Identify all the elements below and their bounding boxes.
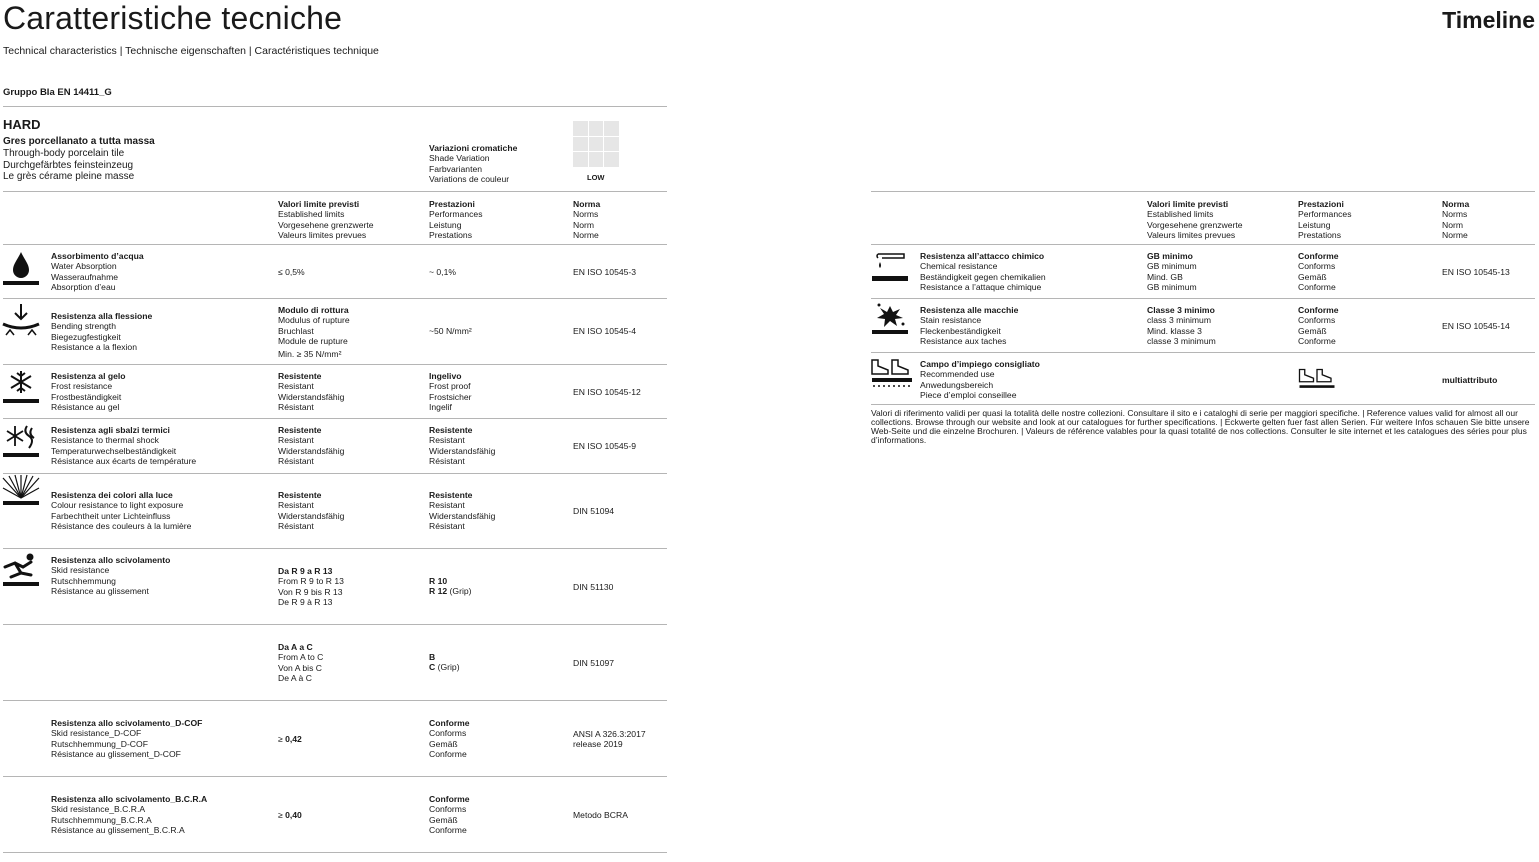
limit-value: Classe 3 minimo class 3 minimum Mind. klasse 3 classe 3 minimum <box>1147 305 1216 346</box>
shade-de: Farbvarianten <box>429 163 483 174</box>
norm-value: multiattributo <box>1442 375 1498 385</box>
shade-swatch-grid <box>573 121 619 167</box>
divider <box>871 191 1535 192</box>
norm-value: ANSI A 326.3:2017 release 2019 <box>573 729 646 750</box>
col-norm-en: Norms <box>573 209 599 220</box>
product-name: HARD <box>3 117 41 132</box>
col-perf-en: Performances <box>1298 209 1352 220</box>
page-title: Caratteristiche tecniche <box>3 0 343 36</box>
col-perf-it: Prestazioni <box>429 199 475 209</box>
light-rays-icon <box>1 474 41 510</box>
performance-value: Conforme Conforms Gemäß Conforme <box>429 718 470 759</box>
col-limits-it: Valori limite previsti <box>1147 199 1229 209</box>
norm-value: DIN 51097 <box>573 658 615 668</box>
divider <box>3 244 667 245</box>
product-description <box>3 136 155 183</box>
shoes-icon <box>1297 366 1337 402</box>
norm-value: EN ISO 10545-14 <box>1442 321 1510 331</box>
performance-value: Conforme Conforms Gemäß Conforme <box>429 794 470 835</box>
limit-value: Da A a C From A to C Von A bis C De A à C <box>278 642 324 683</box>
divider <box>3 106 667 107</box>
norm-value: DIN 51094 <box>573 506 615 516</box>
col-limits-fr: Valeurs limites prevues <box>1147 229 1236 240</box>
col-norm-en: Norms <box>1442 209 1468 220</box>
property-label: Resistenza allo scivolamento_D-COF Skid resistance_D-COF Rutschhemmung_D-COF Résistance au glissement_D-COF <box>51 718 203 759</box>
divider <box>3 852 667 853</box>
property-label: Resistenza alle macchie Stain resistance Fleckenbeständigkeit Resistance aux taches <box>920 305 1019 346</box>
col-norm-de: Norm <box>573 219 595 230</box>
divider <box>3 548 667 549</box>
col-perf-fr: Prestations <box>1298 229 1341 240</box>
shade-en: Shade Variation <box>429 153 490 164</box>
property-label: Resistenza agli sbalzi termici Resistance to thermal shock Temperaturwechselbeständigkeit Résistance aux écarts de température <box>51 425 197 466</box>
limit-value: Da R 9 a R 13 From R 9 to R 13 Von R 9 bis R 13 De R 9 à R 13 <box>278 566 344 607</box>
col-header-performance-right <box>1298 199 1352 240</box>
limit-value: GB minimo GB minimum Mind. GB GB minimum <box>1147 251 1197 292</box>
limit-value: ≥ 0,42 <box>278 734 302 744</box>
norm-value: EN ISO 10545-13 <box>1442 267 1510 277</box>
col-header-limits <box>278 199 374 240</box>
property-label: Resistenza alla flessione Bending strength Biegezugfestigkeit Resistance a la flexion <box>51 311 153 352</box>
shade-level: LOW <box>587 173 605 182</box>
performance-value: Resistente Resistant Widerstandsfähig Résistant <box>429 490 496 531</box>
col-limits-en: Established limits <box>1147 209 1214 220</box>
snowflake-icon <box>1 368 41 404</box>
col-header-norm <box>573 199 600 240</box>
divider <box>871 404 1535 405</box>
chemical-icon <box>870 248 910 284</box>
shade-fr: Variations de couleur <box>429 173 510 184</box>
divider <box>871 352 1535 353</box>
divider <box>3 191 667 192</box>
divider <box>3 776 667 777</box>
performance-value: ~ 0,1% <box>429 267 456 277</box>
col-limits-de: Vorgesehene grenzwerte <box>1147 219 1243 230</box>
limit-value: Resistente Resistant Widerstandsfähig Résistant <box>278 371 345 412</box>
col-limits-de: Vorgesehene grenzwerte <box>278 219 374 230</box>
limit-value: ≤ 0,5% <box>278 267 305 277</box>
col-perf-it: Prestazioni <box>1298 199 1344 209</box>
norm-value: EN ISO 10545-9 <box>573 441 637 451</box>
norm-value: DIN 51130 <box>573 582 614 592</box>
col-limits-en: Established limits <box>278 209 345 220</box>
norm-value: Metodo BCRA <box>573 810 628 820</box>
product-group: Gruppo BIa EN 14411_G <box>3 87 112 98</box>
shade-variation-label <box>429 143 517 184</box>
limit-value: Resistente Resistant Widerstandsfähig Résistant <box>278 425 345 466</box>
divider <box>3 418 667 419</box>
norm-value: EN ISO 10545-4 <box>573 326 637 336</box>
col-header-norm-right <box>1442 199 1469 240</box>
property-label: Resistenza al gelo Frost resistance Frostbeständigkeit Résistance au gel <box>51 371 126 412</box>
col-norm-it: Norma <box>573 199 601 209</box>
performance-value: Resistente Resistant Widerstandsfähig Résistant <box>429 425 496 466</box>
performance-value: B C (Grip) <box>429 652 460 673</box>
divider <box>3 473 667 474</box>
performance-value: Ingelivo Frost proof Frostsicher Ingelif <box>429 371 472 412</box>
limit-value: ≥ 0,40 <box>278 810 302 820</box>
page-subtitle: Technical characteristics | Technische eigenschaften | Caractéristiques technique <box>3 45 379 57</box>
divider <box>871 244 1535 245</box>
col-perf-fr: Prestations <box>429 229 472 240</box>
brand-name: Timeline <box>1442 7 1535 33</box>
thermal-shock-icon <box>1 422 41 458</box>
property-label: Resistenza all’attacco chimico Chemical resistance Beständigkeit gegen chemikalien Resistance a l’attaque chimique <box>920 251 1046 292</box>
performance-value: Conforme Conforms Gemäß Conforme <box>1298 305 1339 346</box>
slip-icon <box>1 551 41 587</box>
stain-icon <box>870 300 910 336</box>
divider <box>3 298 667 299</box>
property-label: Resistenza allo scivolamento Skid resistance Rutschhemmung Résistance au glissement <box>51 555 171 596</box>
col-limits-it: Valori limite previsti <box>278 199 360 209</box>
property-label: Campo d’impiego consigliato Recommended use Anwedungsbereich Piece d’emploi conseillee <box>920 359 1040 400</box>
shade-it: Variazioni cromatiche <box>429 143 518 153</box>
product-desc-de: Durchgefärbtes feinsteinzeug <box>3 159 134 171</box>
product-desc-it: Gres porcellanato a tutta massa <box>3 136 155 147</box>
bending-icon <box>1 302 41 338</box>
col-perf-de: Leistung <box>1298 219 1331 230</box>
property-label: Resistenza dei colori alla luce Colour resistance to light exposure Farbechtheit unter Lichteinfluss Résistance des couleurs à la lumière <box>51 490 192 531</box>
norm-value: EN ISO 10545-3 <box>573 267 637 277</box>
shoes-icon <box>870 356 910 392</box>
col-norm-fr: Norme <box>573 229 599 240</box>
performance-value: Conforme Conforms Gemäß Conforme <box>1298 251 1339 292</box>
divider <box>3 700 667 701</box>
col-perf-en: Performances <box>429 209 483 220</box>
divider <box>3 364 667 365</box>
divider <box>871 298 1535 299</box>
limit-value: Resistente Resistant Widerstandsfähig Résistant <box>278 490 345 531</box>
col-norm-de: Norm <box>1442 219 1464 230</box>
col-limits-fr: Valeurs limites prevues <box>278 229 367 240</box>
col-norm-it: Norma <box>1442 199 1470 209</box>
property-label: Assorbimento d’acqua Water Absorption Wasseraufnahme Absorption d’eau <box>51 251 144 292</box>
col-perf-de: Leistung <box>429 219 462 230</box>
col-header-performance <box>429 199 483 240</box>
col-norm-fr: Norme <box>1442 229 1468 240</box>
water-drop-icon <box>1 250 41 286</box>
property-label: Resistenza allo scivolamento_B.C.R.A Skid resistance_B.C.R.A Rutschhemmung_B.C.R.A Résistance au glissement_B.C.R.A <box>51 794 208 835</box>
col-header-limits-right <box>1147 199 1243 240</box>
footnote: Valori di riferimento validi per quasi la totalità delle nostre collezioni. Consultare il sito e i cataloghi di serie per maggiori specifiche. | Reference values valid for almost all our collections. Browse through our website and look at our catalogues for further specifications. | Eckwerte gelten fuer fast allen Serien. Für weitere Infos schauen Sie bitte unsere Web-Seite und die einzelne Brochuren. | Valeurs de référence valables pour la quasi totalité de nos collections. Consulter le site internet et les catalogues des séries pour plus d’informations. <box>871 408 1530 445</box>
product-desc-fr: Le grès cérame pleine masse <box>3 171 135 183</box>
product-desc-en: Through-body porcelain tile <box>3 147 125 159</box>
performance-value: ~50 N/mm² <box>429 326 472 336</box>
limit-value: Modulo di rottura Modulus of rupture Bruchlast Module de rupture Min. ≥ 35 N/mm² <box>278 305 350 360</box>
performance-value: R 10 R 12 (Grip) <box>429 576 472 597</box>
divider <box>3 624 667 625</box>
norm-value: EN ISO 10545-12 <box>573 387 641 397</box>
